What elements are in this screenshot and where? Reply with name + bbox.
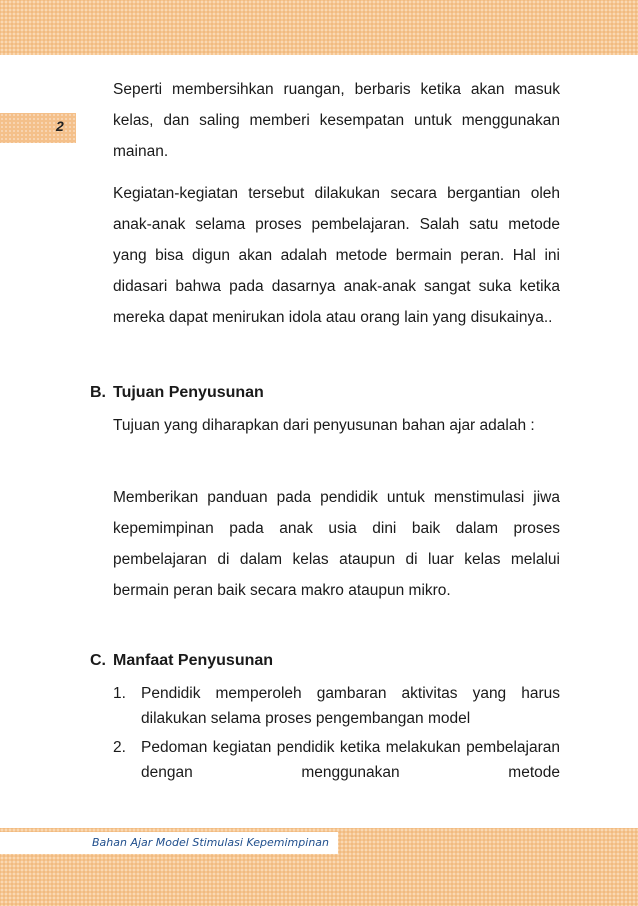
- section-b-paragraph-2: Memberikan panduan pada pendidik untuk menstimulasi jiwa kepemimpinan pada anak usia dini baik dalam proses pembelajaran di dalam kelas ataupun di luar kelas melalui bermain peran baik secara makro ataupun mikro.: [113, 489, 560, 599]
- list-item: [113, 681, 560, 731]
- page-number-tab: [0, 113, 76, 143]
- benefits-list: [113, 681, 560, 785]
- top-decorative-band: [0, 0, 638, 55]
- section-b-title: Tujuan Penyusunan: [113, 384, 264, 401]
- list-item-number: 1.: [113, 685, 126, 702]
- footer-title: Bahan Ajar Model Stimulasi Kepemimpinan: [92, 836, 329, 849]
- section-c-letter: C.: [90, 652, 106, 669]
- body-paragraph: Kegiatan-kegiatan tersebut dilakukan secara bergantian oleh anak-anak selama proses pembelajaran. Salah satu metode yang bisa digun akan adalah metode bermain peran. Hal ini didasari bahwa pada dasarnya anak-anak sangat suka ketika mereka dapat menirukan idola atau orang lain yang disukainya..: [113, 185, 560, 326]
- section-c-heading: [90, 649, 273, 673]
- list-item-text: Pendidik memperoleh gambaran aktivitas yang harus dilakukan selama proses pengembangan model: [141, 685, 560, 727]
- page-number: 2: [56, 118, 64, 134]
- section-b-paragraph-1: Tujuan yang diharapkan dari penyusunan bahan ajar adalah :: [113, 417, 535, 434]
- section-b-heading: [90, 381, 264, 405]
- list-item-text: Pedoman kegiatan pendidik ketika melakukan pembelajaran dengan menggunakan metode: [141, 739, 560, 781]
- list-item-number: 2.: [113, 739, 126, 756]
- section-b-letter: B.: [90, 384, 106, 401]
- intro-paragraph: Seperti membersihkan ruangan, berbaris ketika akan masuk kelas, dan saling memberi kesempatan untuk menggunakan mainan.: [113, 81, 560, 160]
- list-item: [113, 735, 560, 785]
- section-c-title: Manfaat Penyusunan: [113, 652, 274, 669]
